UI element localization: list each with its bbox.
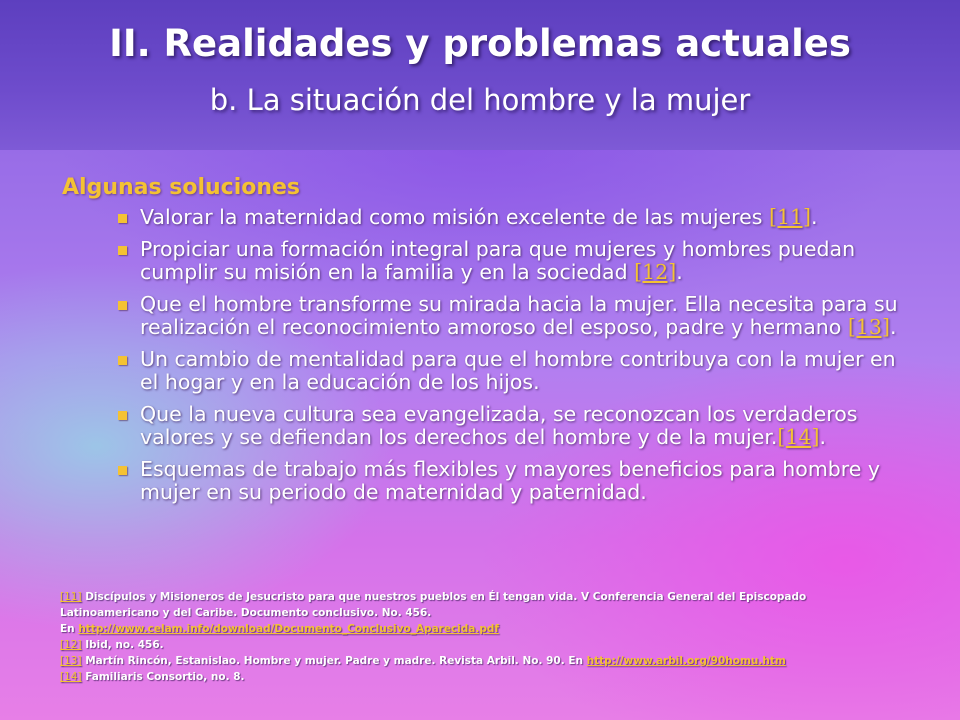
list-item: [112, 206, 912, 229]
solutions-list: [112, 206, 912, 513]
footnote-ref-link[interactable]: [14]: [60, 671, 82, 683]
footnote-text: Discípulos y Misioneros de Jesucristo para que nuestros pueblos en Él tengan vida. V Conferencia General del Episcopado: [81, 591, 807, 603]
footnote-text: Ibid, no. 456.: [81, 639, 164, 651]
footnote-ref-link[interactable]: [13]: [60, 655, 82, 667]
footnote-url-link[interactable]: http://www.celam.info/download/Documento_Conclusivo_Aparecida.pdf: [78, 623, 499, 635]
footnote-line: [60, 589, 920, 605]
footnote-text: Latinoamericano y del Caribe. Documento conclusivo. No. 456.: [60, 607, 432, 619]
list-item: [112, 293, 912, 339]
footnote-link[interactable]: [12]: [634, 260, 677, 284]
square-bullet-icon: [118, 214, 127, 223]
section-heading: Algunas soluciones: [62, 175, 301, 200]
footnote-ref-link[interactable]: [12]: [60, 639, 82, 651]
bullet-punctuation: .: [811, 205, 818, 229]
square-bullet-icon: [118, 411, 127, 420]
footnote-line: [60, 605, 920, 621]
footnote-text: Familiaris Consortio, no. 8.: [81, 671, 245, 683]
footnote-ref-link[interactable]: [11]: [60, 591, 82, 603]
footnotes: [60, 589, 920, 685]
list-item: [112, 238, 912, 284]
footnote-line: [60, 653, 920, 669]
footnote-text: Martín Rincón, Estanislao. Hombre y mujer. Padre y madre. Revista Arbil. No. 90. En: [81, 655, 587, 667]
bullet-text: Esquemas de trabajo más flexibles y mayores beneficios para hombre y mujer en su periodo de maternidad y paternidad.: [140, 457, 881, 504]
footnote-line: [60, 669, 920, 685]
footnote-link[interactable]: [14]: [777, 425, 820, 449]
footnote-link[interactable]: [13]: [847, 315, 890, 339]
list-item: [112, 403, 912, 449]
square-bullet-icon: [118, 246, 127, 255]
bullet-punctuation: .: [889, 315, 897, 339]
square-bullet-icon: [118, 356, 127, 365]
square-bullet-icon: [118, 466, 127, 475]
footnote-text: En: [60, 623, 79, 635]
bullet-text: Un cambio de mentalidad para que el hombre contribuya con la mujer en el hogar y en la educación de los hijos.: [140, 347, 896, 394]
footnote-url-link[interactable]: http://www.arbil.org/90homu.htm: [586, 655, 786, 667]
bullet-punctuation: .: [819, 425, 827, 449]
bullet-punctuation: .: [676, 260, 683, 284]
square-bullet-icon: [118, 301, 127, 310]
bullet-text: Valorar la maternidad como misión excelente de las mujeres: [140, 205, 769, 229]
bullet-text: Que el hombre transforme su mirada hacia la mujer. Ella necesita para su realización el reconocimiento amoroso del esposo, padre y hermano: [140, 292, 898, 339]
bullet-text: Propiciar una formación integral para que mujeres y hombres puedan cumplir su misión en la familia y en la sociedad: [140, 237, 856, 284]
footnote-link[interactable]: [11]: [768, 205, 812, 229]
list-item: [112, 348, 912, 394]
slide-title: II. Realidades y problemas actuales: [109, 22, 851, 65]
title-band: [0, 0, 960, 150]
list-item: [112, 458, 912, 504]
slide-subtitle: b. La situación del hombre y la mujer: [209, 83, 751, 117]
footnote-line: [60, 621, 920, 637]
bullet-text: Que la nueva cultura sea evangelizada, se reconozcan los verdaderos valores y se defiendan los derechos del hombre y de la mujer.: [140, 402, 858, 449]
footnote-line: [60, 637, 920, 653]
